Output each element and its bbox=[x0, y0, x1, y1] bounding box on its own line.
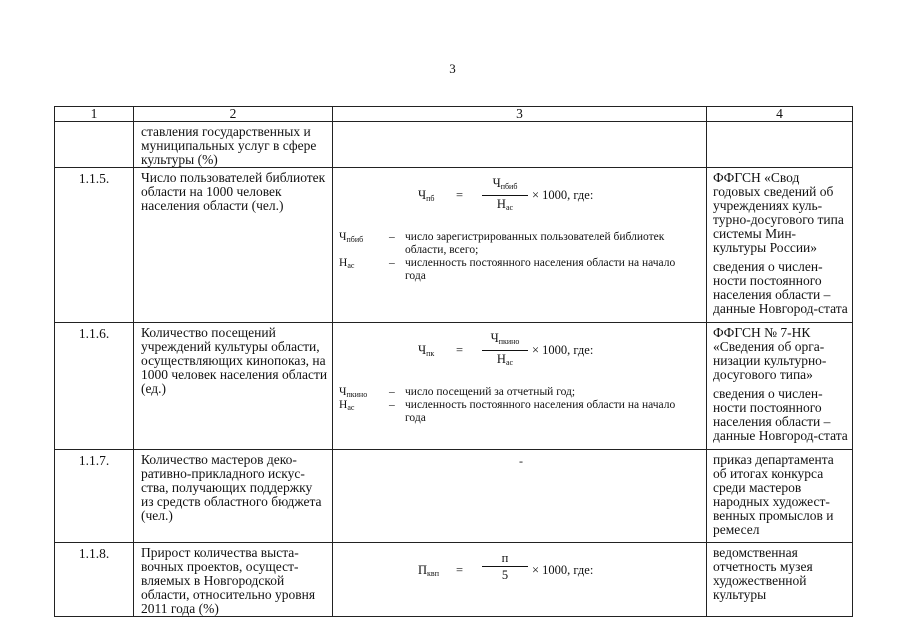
formula-result-symbol: $Ч_{пб}$ bbox=[418, 188, 435, 203]
method-cell bbox=[333, 122, 707, 168]
header-cell-4: 4 bbox=[707, 107, 853, 122]
header-cell-2: 2 bbox=[134, 107, 333, 122]
source-text: ФФГСН «Свод годовых сведений об учреждениях куль-турно-досугового типа системы Мин-культуры России» bbox=[713, 170, 844, 255]
header-cell-1: 1 bbox=[55, 107, 134, 122]
source-text: сведения о числен-ности постоянного населения области – данные Новгород-стата bbox=[713, 386, 848, 443]
header-row bbox=[55, 107, 853, 122]
source-text: ФФГСН № 7-НК «Сведения об орга-низации культурно-досугового типа» bbox=[713, 325, 827, 382]
formula-multiplier: × 1000, где: bbox=[532, 343, 594, 357]
formula-equals: = bbox=[456, 563, 464, 577]
formula-result-symbol: $Ч_{пк}$ bbox=[418, 343, 435, 358]
method-cell: $Ч_{пк}$ = $Ч_{пкино}$ $Н_{ас}$ × 1000, где: $Ч_{пкино}$ – число посещений за отчетный год; $Н_{ас}$ – численность постоянного населения области на начало года bbox=[333, 323, 707, 450]
source-cell bbox=[707, 450, 853, 543]
row-number: 1.1.6. bbox=[55, 323, 134, 450]
source-text: ведомственная отчетность музея художественной культуры bbox=[713, 545, 813, 602]
table-row-continuation bbox=[55, 122, 853, 168]
page-number: 3 bbox=[449, 61, 456, 76]
source-cell bbox=[707, 323, 853, 450]
indicator-name: Прирост количества выста-вочных проектов, осущест-вляемых в Новгородской области, относительно уровня 2011 года (%) bbox=[134, 543, 333, 617]
table-row bbox=[55, 168, 853, 323]
table-row bbox=[55, 450, 853, 543]
row-number: 1.1.7. bbox=[55, 450, 134, 543]
indicator-name: Количество посещений учреждений культуры области, осуществляющих кинопоказ, на 1000 человек населения области (ед.) bbox=[134, 323, 333, 450]
formula-denominator: $Н_{ас}$ bbox=[496, 352, 514, 367]
indicator-name: Число пользователей библиотек области на 1000 человек населения области (чел.) bbox=[134, 168, 333, 323]
formula-multiplier: × 1000, где: bbox=[532, 188, 594, 202]
empty-dash: - bbox=[519, 454, 523, 468]
formula-denominator: 5 bbox=[501, 568, 509, 582]
row-number: 1.1.5. bbox=[55, 168, 134, 323]
method-cell: $Ч_{пб}$ = $Ч_{пбиб}$ $Н_{ас}$ × 1000, где: $Ч_{пбиб}$ – число зарегистрированных пользователей библиотек области, всего; $Н_{ас}$ – численность постоянного населения области на начало года bbox=[333, 168, 707, 323]
method-cell bbox=[333, 543, 707, 617]
formula-equals: = bbox=[456, 343, 464, 357]
header-cell-3: 3 bbox=[333, 107, 707, 122]
formula-fraction bbox=[482, 331, 528, 370]
source-cell bbox=[707, 168, 853, 323]
formula-equals: = bbox=[456, 188, 464, 202]
source-text: сведения о числен-ности постоянного населения области – данные Новгород-стата bbox=[713, 259, 848, 316]
indicators-table bbox=[54, 106, 853, 617]
formula-multiplier: × 1000, где: bbox=[532, 563, 594, 577]
formula-fraction bbox=[482, 551, 528, 582]
formula-numerator: $Ч_{пкино}$ bbox=[482, 331, 528, 351]
indicator-name: Количество мастеров деко-ративно-прикладного искус-ства, получающих поддержку из средств областного бюджета (чел.) bbox=[134, 450, 333, 543]
row-number-cell bbox=[55, 122, 134, 168]
source-cell bbox=[707, 122, 853, 168]
formula-numerator: п bbox=[482, 551, 528, 567]
formula-fraction bbox=[482, 176, 528, 215]
source-cell bbox=[707, 543, 853, 617]
source-text: приказ департамента об итогах конкурса среди мастеров народных художест-венных промыслов и ремесел bbox=[713, 452, 834, 537]
formula-result-symbol: $П_{квп}$ bbox=[418, 563, 439, 578]
method-cell bbox=[333, 450, 707, 543]
table-row bbox=[55, 323, 853, 450]
formula-numerator: $Ч_{пбиб}$ bbox=[482, 176, 528, 196]
table-row bbox=[55, 543, 853, 617]
row-number: 1.1.8. bbox=[55, 543, 134, 617]
indicator-name: ставления государственных и муниципальных услуг в сфере культуры (%) bbox=[134, 122, 333, 168]
formula-denominator: $Н_{ас}$ bbox=[496, 197, 514, 212]
